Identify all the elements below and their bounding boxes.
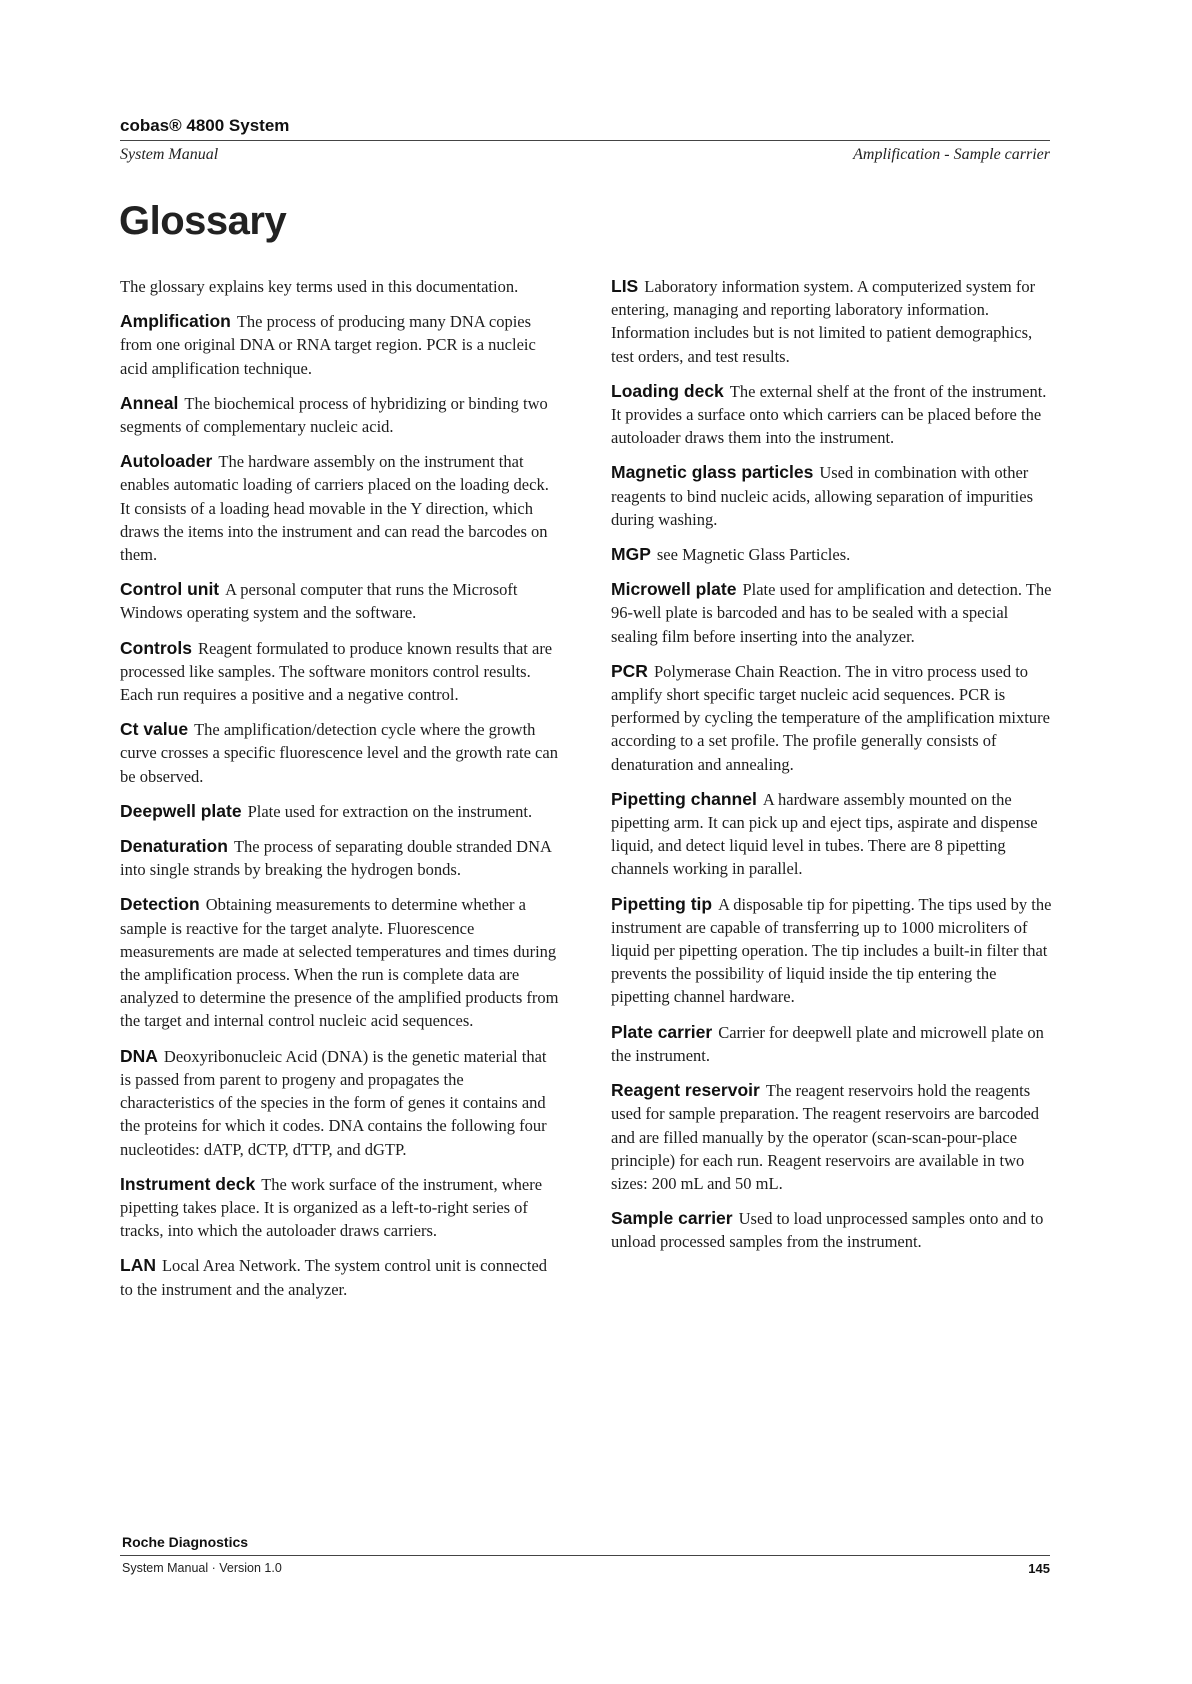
glossary-definition: The reagent reservoirs hold the reagents used for sample preparation. The reagent reservoirs are barcoded and are filled manually by the operator (scan-scan-pour-place principle) for each run. Reagent reservoirs are available in two sizes: 200 mL and 50 mL.	[611, 1081, 1040, 1193]
glossary-term: Plate carrier	[611, 1021, 713, 1042]
glossary-term: DNA	[120, 1045, 158, 1066]
glossary-definition: The work surface of the instrument, where pipetting takes place. It is organized as a left-to-right series of tracks, into which the autoloader draws carriers.	[120, 1174, 543, 1241]
glossary-entry	[120, 1045, 560, 1161]
glossary-term: Instrument deck	[120, 1173, 256, 1194]
glossary-definition: Laboratory information system. A computerized system for entering, managing and reporting laboratory information. Information includes but is not limited to patient demographics, test orders, and test results.	[611, 277, 1036, 366]
right-entry-list	[611, 275, 1056, 1254]
glossary-entry	[120, 893, 560, 1032]
glossary-entry	[611, 893, 1056, 1009]
glossary-term: Reagent reservoir	[611, 1080, 760, 1101]
header-product-title: cobas® 4800 System	[120, 116, 290, 135]
glossary-definition: Used in combination with other reagents to bind nucleic acids, allowing separation of impurities during washing.	[611, 463, 1034, 529]
page-number: 145	[1028, 1561, 1050, 1576]
page-title: Glossary	[119, 199, 287, 243]
glossary-entry	[611, 660, 1056, 776]
glossary-definition: A hardware assembly mounted on the pipetting arm. It can pick up and eject tips, aspirate and dispense liquid, and detect liquid level in tubes. There are 8 pipetting channels working in parallel.	[611, 789, 1038, 879]
glossary-entry	[120, 800, 560, 823]
glossary-term: MGP	[611, 544, 651, 565]
glossary-entry	[611, 1207, 1056, 1253]
glossary-definition: Obtaining measurements to determine whether a sample is reactive for the target analyte. Fluorescence measurements are made at selected temperatures and times during the amplification process. When the run is complete data are analyzed to determine the presence of the amplified products from the target and internal control nucleic acid sequences.	[120, 895, 559, 1031]
glossary-term: Magnetic glass particles	[611, 462, 814, 483]
glossary-term: Ct value	[120, 719, 189, 740]
glossary-term: Detection	[120, 894, 200, 915]
glossary-definition: Reagent formulated to produce known results that are processed like samples. The software monitors control results. Each run requires a positive and a negative control.	[120, 638, 553, 705]
glossary-entry	[120, 718, 560, 788]
glossary-term: Control unit	[120, 579, 220, 600]
glossary-term: Microwell plate	[611, 579, 737, 600]
glossary-definition: The external shelf at the front of the instrument. It provides a surface onto which carriers can be placed before the autoloader draws them into the instrument.	[611, 381, 1047, 448]
glossary-definition: Plate used for extraction on the instrument.	[247, 801, 533, 821]
glossary-definition: Used to load unprocessed samples onto and to unload processed samples from the instrument.	[611, 1209, 1044, 1252]
glossary-term: PCR	[611, 660, 648, 681]
glossary-entry	[120, 450, 560, 566]
glossary-term: Controls	[120, 637, 192, 658]
glossary-entry	[611, 380, 1056, 450]
glossary-definition: The amplification/detection cycle where the growth curve crosses a specific fluorescence level and the growth rate can be observed.	[120, 720, 558, 786]
glossary-term: LAN	[120, 1255, 156, 1276]
glossary-entry	[611, 1079, 1056, 1195]
footer-divider	[120, 1555, 1050, 1556]
glossary-term: Loading deck	[611, 380, 724, 401]
glossary-entry	[611, 578, 1056, 648]
glossary-term: Anneal	[120, 392, 179, 413]
glossary-definition: The process of separating double stranded DNA into single strands by breaking the hydrogen bonds.	[120, 837, 552, 880]
glossary-entry	[120, 835, 560, 881]
glossary-definition: Polymerase Chain Reaction. The in vitro process used to amplify short specific target nucleic acid sequences. PCR is performed by cycling the temperature of the amplification mixture according to a set profile. The profile generally consists of denaturation and annealing.	[611, 661, 1050, 774]
footer-manual-version: System Manual · Version 1.0	[122, 1561, 282, 1575]
glossary-entry	[611, 275, 1056, 368]
header-divider	[120, 140, 1050, 141]
glossary-definition: Carrier for deepwell plate and microwell plate on the instrument.	[611, 1022, 1044, 1065]
glossary-entry	[120, 1254, 560, 1300]
glossary-term: LIS	[611, 276, 639, 296]
glossary-definition: see Magnetic Glass Particles.	[656, 545, 851, 565]
glossary-term: Amplification	[120, 311, 231, 332]
glossary-definition: A personal computer that runs the Microsoft Windows operating system and the software.	[120, 580, 518, 623]
glossary-term: Deepwell plate	[120, 800, 242, 821]
glossary-definition: A disposable tip for pipetting. The tips used by the instrument are capable of transferring up to 1000 microliters of liquid per pipetting operation. The tip includes a built-in filter that prevents the possibility of liquid inside the tip entering the pipetting channel hardware.	[611, 894, 1052, 1007]
glossary-entry	[611, 788, 1056, 881]
glossary-left-column	[120, 275, 560, 1313]
glossary-intro: The glossary explains key terms used in this documentation.	[120, 277, 519, 296]
glossary-definition: Local Area Network. The system control unit is connected to the instrument and the analyzer.	[120, 1256, 548, 1299]
glossary-right-column	[611, 275, 1056, 1266]
glossary-entry	[611, 1021, 1056, 1067]
glossary-definition: The biochemical process of hybridizing or binding two segments of complementary nucleic acid.	[120, 393, 548, 437]
glossary-term: Autoloader	[120, 451, 213, 472]
header-manual-name: System Manual	[120, 146, 219, 163]
header-section-range: Amplification - Sample carrier	[853, 146, 1050, 163]
glossary-entry	[120, 1173, 560, 1243]
glossary-term: Pipetting channel	[611, 788, 757, 809]
glossary-entry	[120, 310, 560, 380]
footer-brand: Roche Diagnostics	[122, 1534, 249, 1550]
glossary-entry	[120, 637, 560, 707]
glossary-entry	[120, 578, 560, 624]
glossary-definition: Plate used for amplification and detection. The 96-well plate is barcoded and has to be sealed with a special sealing film before inserting into the analyzer.	[611, 580, 1052, 646]
glossary-definition: The process of producing many DNA copies from one original DNA or RNA target region. PCR is a nucleic acid amplification technique.	[120, 312, 536, 378]
glossary-entry	[611, 461, 1056, 531]
glossary-term: Sample carrier	[611, 1208, 733, 1229]
glossary-definition: Deoxyribonucleic Acid (DNA) is the genetic material that is passed from parent to progeny and propagates the characteristics of the species in the form of genes it contains and the proteins for which it codes. DNA contains the following four nucleotides: dATP, dCTP, dTTP, and dGTP.	[120, 1046, 547, 1159]
glossary-entry	[120, 392, 560, 438]
left-entry-list	[120, 310, 560, 1301]
glossary-definition: The hardware assembly on the instrument that enables automatic loading of carriers placed on the loading deck. It consists of a loading head movable in the Y direction, which draws the items into the instrument and can read the barcodes on them.	[120, 452, 549, 565]
glossary-entry	[611, 543, 1056, 566]
glossary-term: Pipetting tip	[611, 893, 713, 914]
glossary-term: Denaturation	[120, 836, 228, 857]
